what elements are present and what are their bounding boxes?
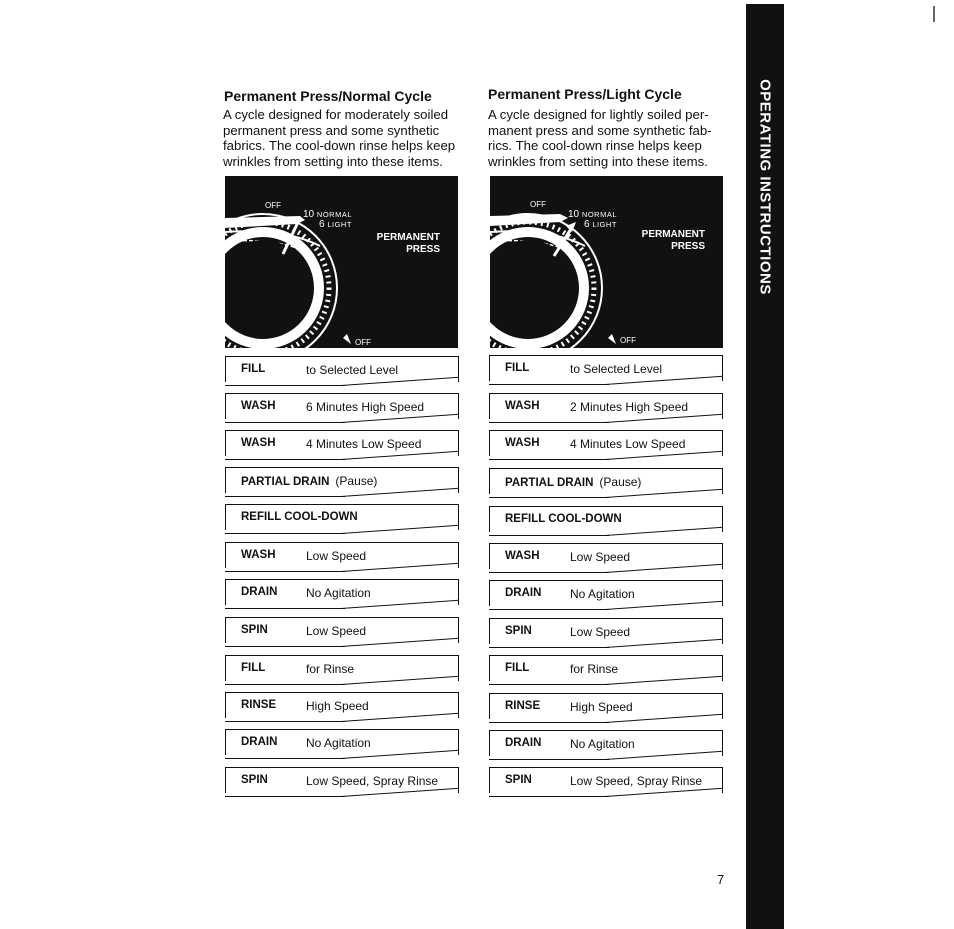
step-label-text: PARTIAL DRAIN bbox=[241, 476, 330, 488]
desc-line: manent press and some synthetic fab- bbox=[488, 122, 712, 138]
dial-off-label-top: OFF bbox=[530, 200, 546, 209]
step-value: 4 Minutes Low Speed bbox=[306, 437, 422, 451]
dial-setting-label: LIGHT bbox=[327, 220, 352, 229]
desc-line: fabrics. The cool-down rinse helps keep bbox=[223, 138, 456, 154]
step-label: SPIN bbox=[505, 625, 532, 637]
cycle-step bbox=[225, 579, 459, 605]
step-label: WASH bbox=[505, 400, 540, 412]
cycle-step bbox=[225, 467, 459, 493]
cycle-step bbox=[489, 730, 723, 756]
step-label: DRAIN bbox=[505, 587, 542, 599]
step-value: for Rinse bbox=[306, 662, 355, 676]
step-value: Low Speed bbox=[306, 549, 367, 563]
margin-mark bbox=[933, 6, 935, 22]
cycle-step bbox=[489, 618, 723, 644]
step-value: (Pause) bbox=[599, 475, 642, 489]
step-value: 6 Minutes High Speed bbox=[306, 400, 425, 414]
step-value: Low Speed, Spray Rinse bbox=[306, 774, 439, 788]
section-tab-sidebar bbox=[746, 4, 784, 929]
step-value: to Selected Level bbox=[306, 363, 399, 377]
cycle-step bbox=[225, 430, 459, 456]
step-value: 4 Minutes Low Speed bbox=[570, 437, 686, 451]
dial-setting-label: NORMAL bbox=[316, 210, 352, 219]
cycle-step bbox=[489, 506, 723, 532]
dial-knob-graphic bbox=[490, 176, 723, 348]
step-label: RINSE bbox=[241, 699, 277, 711]
dial-setting-normal bbox=[303, 210, 352, 220]
cycle-step bbox=[489, 543, 723, 569]
dial-setting-light bbox=[319, 220, 352, 230]
left-cycle-title: Permanent Press/Normal Cycle bbox=[224, 88, 432, 104]
step-value: No Agitation bbox=[570, 737, 635, 751]
step-label: SPIN bbox=[505, 774, 532, 786]
cycle-step bbox=[225, 767, 459, 793]
cycle-step bbox=[225, 504, 459, 530]
step-label bbox=[505, 475, 641, 489]
step-value: (Pause) bbox=[335, 474, 378, 488]
step-label: FILL bbox=[241, 662, 266, 674]
page-number: 7 bbox=[717, 872, 725, 887]
step-value: Low Speed bbox=[570, 625, 631, 639]
right-cycle-dial-illustration bbox=[490, 176, 723, 348]
cycle-step bbox=[489, 767, 723, 793]
step-label: DRAIN bbox=[505, 737, 542, 749]
step-value: No Agitation bbox=[306, 586, 371, 600]
dial-program-label bbox=[642, 229, 705, 253]
step-label bbox=[241, 474, 377, 488]
dial-setting-label: NORMAL bbox=[581, 210, 617, 219]
cycle-step bbox=[225, 655, 459, 681]
left-cycle-description bbox=[223, 107, 468, 169]
dial-program-line: PRESS bbox=[671, 241, 705, 252]
step-label: REFILL COOL-DOWN bbox=[505, 513, 622, 525]
section-tab-label: OPERATING INSTRUCTIONS bbox=[756, 79, 774, 295]
step-label: DRAIN bbox=[241, 736, 278, 748]
cycle-step bbox=[489, 355, 723, 381]
cycle-step bbox=[489, 655, 723, 681]
left-cycle-dial-illustration bbox=[225, 176, 458, 348]
step-value: Low Speed bbox=[306, 624, 367, 638]
desc-line: A cycle designed for moderately soiled bbox=[223, 107, 449, 122]
step-value: Low Speed bbox=[570, 550, 631, 564]
dial-number: 6 bbox=[319, 219, 325, 230]
desc-line: permanent press and some synthetic bbox=[223, 122, 440, 138]
step-label: WASH bbox=[241, 549, 276, 561]
dial-number: 10 bbox=[303, 209, 315, 220]
step-value: Low Speed, Spray Rinse bbox=[570, 774, 703, 788]
step-value: No Agitation bbox=[570, 587, 635, 601]
cycle-step bbox=[489, 430, 723, 456]
dial-program-line: PERMANENT bbox=[376, 232, 440, 243]
cycle-step bbox=[489, 693, 723, 719]
dial-program-label bbox=[377, 232, 440, 256]
cycle-step bbox=[225, 542, 459, 568]
dial-setting-light bbox=[584, 220, 617, 230]
right-cycle-description bbox=[488, 107, 733, 169]
step-label: FILL bbox=[505, 362, 530, 374]
step-value: High Speed bbox=[306, 699, 369, 713]
dial-off-label-bottom: OFF bbox=[355, 338, 371, 347]
step-value: No Agitation bbox=[306, 736, 371, 750]
step-value: for Rinse bbox=[570, 662, 619, 676]
step-label: DRAIN bbox=[241, 586, 278, 598]
cycle-step bbox=[489, 468, 723, 494]
step-label: WASH bbox=[241, 437, 276, 449]
step-value: 2 Minutes High Speed bbox=[570, 400, 689, 414]
cycle-step bbox=[225, 356, 459, 382]
dial-program-line: PERMANENT bbox=[641, 229, 705, 240]
cycle-step bbox=[489, 393, 723, 419]
step-label: RINSE bbox=[505, 700, 541, 712]
dial-number: 10 bbox=[568, 209, 580, 220]
dial-number: 6 bbox=[584, 219, 590, 230]
desc-line: A cycle designed for lightly soiled per- bbox=[488, 107, 709, 122]
step-label: WASH bbox=[505, 550, 540, 562]
step-label: SPIN bbox=[241, 774, 268, 786]
desc-line: wrinkles from setting into these items. bbox=[488, 153, 708, 169]
desc-line: wrinkles from setting into these items. bbox=[223, 153, 443, 169]
step-label: WASH bbox=[241, 400, 276, 412]
dial-off-label-bottom: OFF bbox=[620, 336, 636, 345]
step-value: High Speed bbox=[570, 700, 633, 714]
step-label: WASH bbox=[505, 437, 540, 449]
cycle-step bbox=[225, 617, 459, 643]
right-cycle-title: Permanent Press/Light Cycle bbox=[488, 86, 682, 102]
dial-setting-normal bbox=[568, 210, 617, 220]
dial-off-label-top: OFF bbox=[265, 201, 281, 210]
dial-program-line: PRESS bbox=[406, 244, 440, 255]
step-value: to Selected Level bbox=[570, 362, 663, 376]
dial-setting-label: LIGHT bbox=[592, 220, 617, 229]
step-label-text: PARTIAL DRAIN bbox=[505, 477, 594, 489]
cycle-step bbox=[225, 393, 459, 419]
step-label: SPIN bbox=[241, 624, 268, 636]
step-label: FILL bbox=[505, 662, 530, 674]
cycle-step bbox=[225, 729, 459, 755]
desc-line: rics. The cool-down rinse helps keep bbox=[488, 138, 702, 154]
cycle-step bbox=[225, 692, 459, 718]
step-label: FILL bbox=[241, 363, 266, 375]
dial-knob-graphic bbox=[225, 176, 458, 348]
step-label: REFILL COOL-DOWN bbox=[241, 511, 358, 523]
cycle-step bbox=[489, 580, 723, 606]
